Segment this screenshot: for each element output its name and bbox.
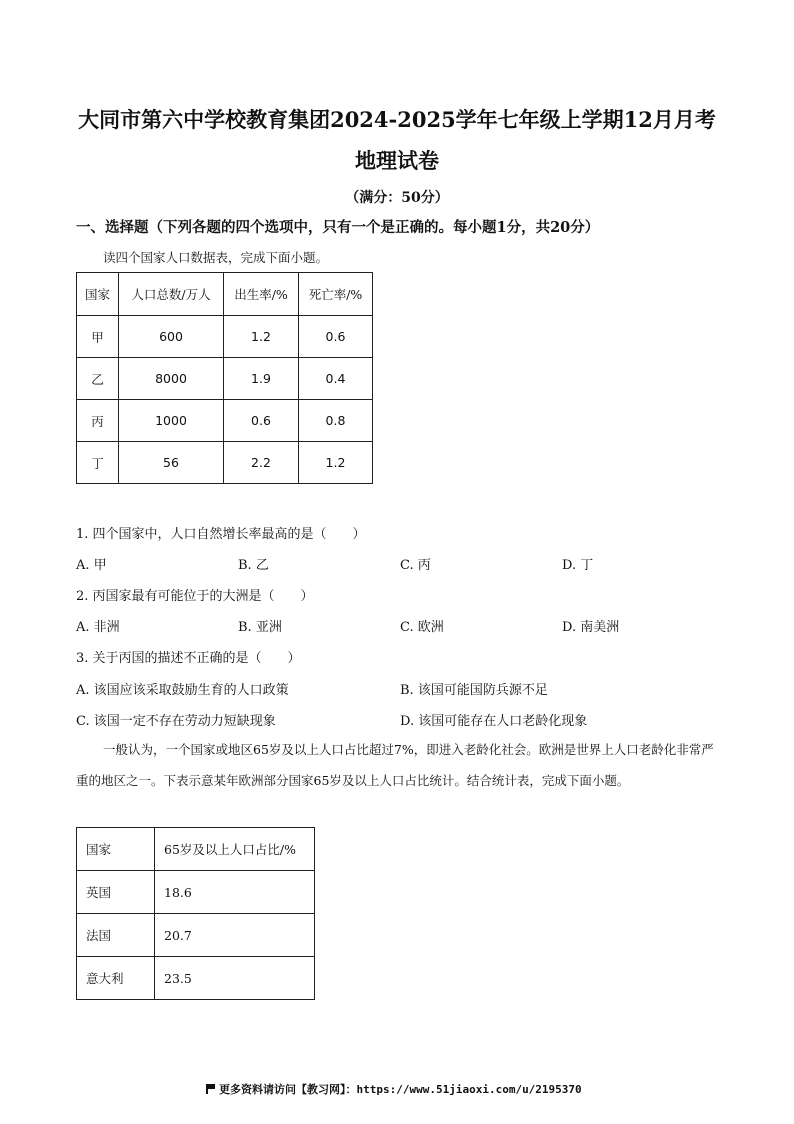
q3-option-b: B. 该国可能国防兵源不足 <box>400 683 548 698</box>
flag-icon <box>206 1084 215 1094</box>
full-score: （满分：50分） <box>345 190 449 206</box>
table-cell: 0.6 <box>299 316 373 358</box>
footer-link[interactable]: 更多资料请访问【教习网】：https://www.51jiaoxi.com/u/2195370 <box>219 1083 582 1096</box>
table-row <box>77 442 373 484</box>
table-cell: 2.2 <box>224 442 299 484</box>
header-cell: 人口总数/万人 <box>119 273 224 316</box>
page-title: 大同市第六中学校教育集团2024-2025学年七年级上学期12月月考 <box>78 107 716 132</box>
table-cell: 20.7 <box>155 914 315 957</box>
q2-option-b: B. 亚洲 <box>238 620 282 635</box>
table-row <box>77 400 373 442</box>
table-cell: 英国 <box>77 871 155 914</box>
q2-option-d: D. 南美洲 <box>562 620 620 635</box>
section-heading: 一、选择题（下列各题的四个选项中，只有一个是正确的。每小题1分，共20分） <box>76 219 600 236</box>
table-cell: 56 <box>119 442 224 484</box>
header-cell: 65岁及以上人口占比/% <box>155 828 315 871</box>
q2-option-c: C. 欧洲 <box>400 620 444 635</box>
table-row <box>77 957 315 1000</box>
table-header-row <box>77 828 315 871</box>
table-cell: 丁 <box>77 442 119 484</box>
table-header-row <box>77 273 373 316</box>
footer[interactable] <box>206 1081 582 1097</box>
table-cell: 0.4 <box>299 358 373 400</box>
table-row <box>77 358 373 400</box>
table-cell: 1.2 <box>299 442 373 484</box>
table-cell: 1000 <box>119 400 224 442</box>
table-cell: 600 <box>119 316 224 358</box>
aging-table <box>76 827 315 1000</box>
table-intro: 读四个国家人口数据表，完成下面小题。 <box>103 250 329 265</box>
q1-option-c: C. 丙 <box>400 558 431 573</box>
q1-option-d: D. 丁 <box>562 558 594 573</box>
q3-option-d: D. 该国可能存在人口老龄化现象 <box>400 714 588 729</box>
header-cell: 国家 <box>77 273 119 316</box>
page-subtitle: 地理试卷 <box>355 148 439 173</box>
table-cell: 18.6 <box>155 871 315 914</box>
table-cell: 0.8 <box>299 400 373 442</box>
table-cell: 乙 <box>77 358 119 400</box>
population-table <box>76 272 373 484</box>
table-cell: 意大利 <box>77 957 155 1000</box>
header-cell: 国家 <box>77 828 155 871</box>
table-cell: 8000 <box>119 358 224 400</box>
table-row <box>77 914 315 957</box>
table-row <box>77 316 373 358</box>
q3-option-c: C. 该国一定不存在劳动力短缺现象 <box>76 714 276 729</box>
table-row <box>77 871 315 914</box>
question-2: 2. 丙国家最有可能位于的大洲是（ ） <box>76 589 314 604</box>
table-cell: 甲 <box>77 316 119 358</box>
header-cell: 出生率/% <box>224 273 299 316</box>
header-cell: 死亡率/% <box>299 273 373 316</box>
table-cell: 法国 <box>77 914 155 957</box>
table-cell: 0.6 <box>224 400 299 442</box>
table-cell: 23.5 <box>155 957 315 1000</box>
question-1: 1. 四个国家中，人口自然增长率最高的是（ ） <box>76 527 366 542</box>
q3-option-a: A. 该国应该采取鼓励生育的人口政策 <box>76 683 289 698</box>
q1-option-a: A. 甲 <box>76 558 107 573</box>
q2-option-a: A. 非洲 <box>76 620 120 635</box>
table-cell: 丙 <box>77 400 119 442</box>
question-3: 3. 关于丙国的描述不正确的是（ ） <box>76 651 301 666</box>
table-cell: 1.2 <box>224 316 299 358</box>
passage: 一般认为，一个国家或地区65岁及以上人口占比超过7%，即进入老龄化社会。欧洲是世界上人口老龄化非常严重的地区之一。下表示意某年欧洲部分国家65岁及以上人口占比统计。结合统计表，完成下面小题。 <box>76 742 714 788</box>
q1-option-b: B. 乙 <box>238 558 269 573</box>
table-cell: 1.9 <box>224 358 299 400</box>
